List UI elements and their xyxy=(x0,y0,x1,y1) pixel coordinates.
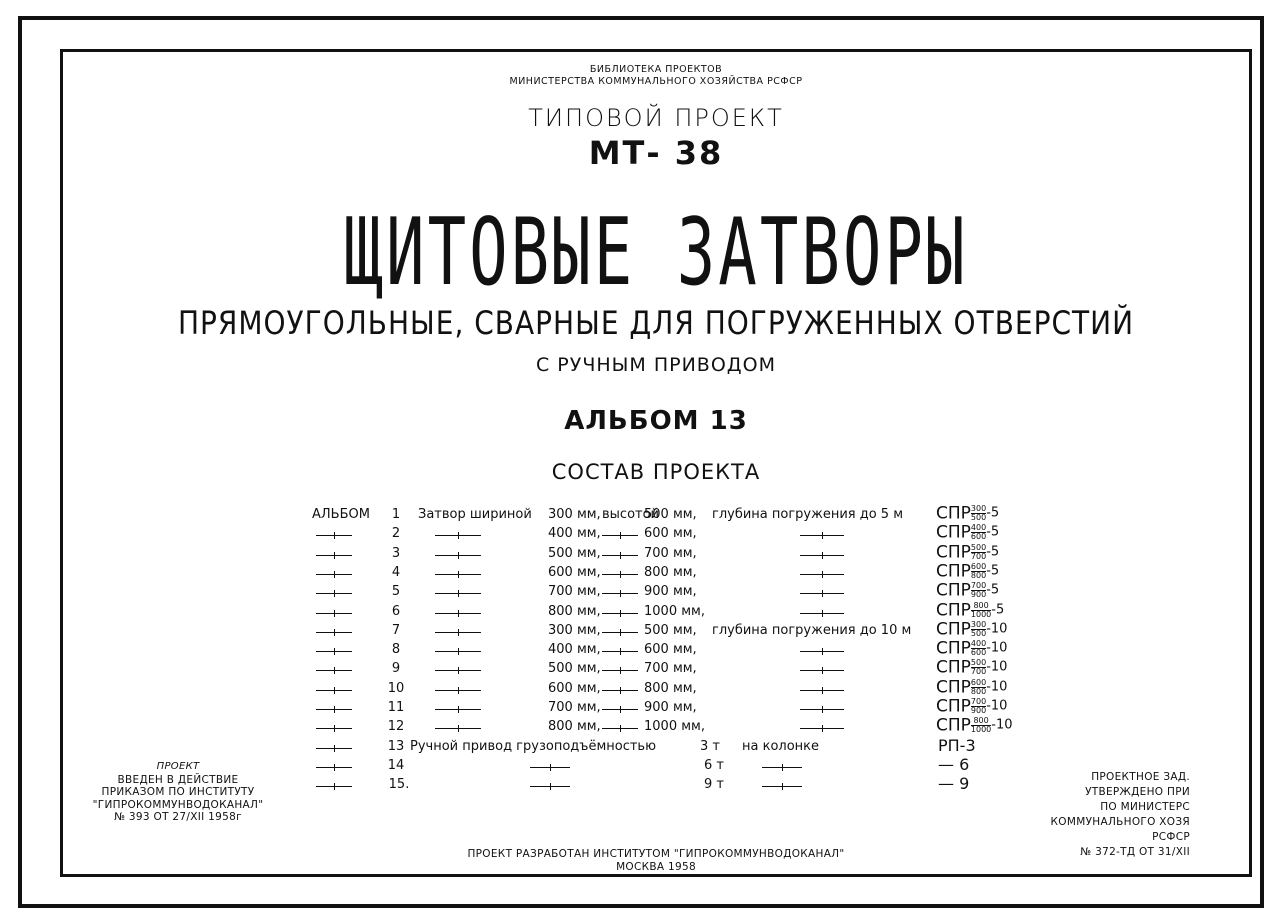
album-row-number: 13 xyxy=(387,738,405,754)
right-note-line: КОММУНАЛЬНОГО ХОЗЯ xyxy=(1050,816,1190,828)
album-row-number: 15. xyxy=(388,777,410,793)
right-note-line: ПРОЕКТНОЕ ЗАД. xyxy=(1091,771,1190,783)
ditto-dash xyxy=(316,690,352,691)
album-code xyxy=(936,582,999,599)
ditto-dash xyxy=(602,535,638,536)
code-fraction xyxy=(971,679,986,696)
album-row-number: 4 xyxy=(391,564,401,580)
right-note-line: УТВЕРЖДЕНО ПРИ xyxy=(1085,786,1190,798)
ditto-dash xyxy=(316,593,352,594)
album-code xyxy=(936,505,999,522)
ditto-dash xyxy=(435,728,481,729)
right-note-line: № 372-ТД ОТ 31/XII xyxy=(1080,846,1190,858)
ditto-dash xyxy=(602,690,638,691)
height-value: 900 мм, xyxy=(644,584,697,600)
width-value: 300 мм, xyxy=(548,507,601,522)
album-row-number: 6 xyxy=(391,603,401,619)
ditto-dash xyxy=(316,613,352,614)
code-fraction xyxy=(971,640,986,657)
ditto-dash xyxy=(435,690,481,691)
code-prefix: СПР xyxy=(936,503,971,524)
height-value: 700 мм, xyxy=(644,661,697,677)
width-value: 300 мм, xyxy=(548,622,601,638)
height-value: 800 мм, xyxy=(644,680,697,696)
code-depth: -10 xyxy=(986,621,1008,637)
fraction-denominator: 700 xyxy=(970,551,987,561)
height-value: 900 мм, xyxy=(644,700,697,715)
code-depth: -10 xyxy=(986,698,1008,714)
ditto-dash xyxy=(435,632,481,633)
right-note-line: ПО МИНИСТЕРС xyxy=(1100,801,1190,813)
drive-code: — 6 xyxy=(938,754,970,774)
depth-note: глубина погружения до 5 м xyxy=(712,507,904,522)
fraction-numerator: 300 xyxy=(970,504,987,513)
code-fraction xyxy=(971,659,986,676)
ditto-dash xyxy=(316,709,352,710)
fraction-numerator: 800 xyxy=(971,717,991,726)
height-value: 1000 мм, xyxy=(644,603,705,619)
height-value: 700 мм, xyxy=(644,545,697,561)
code-depth: -10 xyxy=(991,717,1013,733)
ditto-dash xyxy=(435,593,481,594)
ditto-dash xyxy=(316,535,352,536)
width-value: 700 мм, xyxy=(548,584,601,600)
footer-developer: ПРОЕКТ РАЗРАБОТАН ИНСТИТУТОМ "ГИПРОКОММУНВОДОКАНАЛ" xyxy=(467,848,845,860)
code-fraction xyxy=(971,563,986,580)
album-code xyxy=(936,659,1007,676)
album-code xyxy=(936,602,1004,619)
fraction-numerator: 700 xyxy=(970,581,987,591)
code-fraction xyxy=(971,717,991,734)
height-value: 1000 мм, xyxy=(644,719,705,735)
ditto-dash xyxy=(602,651,638,652)
album-code xyxy=(936,621,1007,638)
height-value: 600 мм, xyxy=(644,526,697,542)
on-column: на колонке xyxy=(742,738,820,754)
code-fraction xyxy=(971,602,991,619)
album-row-number: 2 xyxy=(391,526,401,542)
album-row-number: 10 xyxy=(387,680,405,696)
project-type: ТИПОВОЙ ПРОЕКТ xyxy=(528,104,784,132)
ditto-dash xyxy=(435,535,481,536)
ditto-dash xyxy=(316,574,352,575)
album-row-number: 1 xyxy=(391,507,401,522)
height-value: 600 мм, xyxy=(644,642,697,658)
album-code xyxy=(936,640,1007,657)
ditto-dash xyxy=(316,728,352,729)
ditto-dash xyxy=(800,593,844,594)
width-value: 700 мм, xyxy=(548,700,601,715)
ditto-dash xyxy=(435,574,481,575)
ditto-dash xyxy=(316,632,352,633)
ditto-dash xyxy=(602,555,638,556)
width-value: 600 мм, xyxy=(548,680,601,696)
capacity-value: 9 т xyxy=(704,777,724,793)
ditto-dash xyxy=(530,786,570,787)
fraction-denominator: 600 xyxy=(970,648,987,658)
ditto-dash xyxy=(762,767,802,768)
ditto-dash xyxy=(800,670,844,671)
ditto-dash xyxy=(316,767,352,768)
ditto-dash xyxy=(800,728,844,729)
fraction-denominator: 900 xyxy=(970,706,987,715)
right-approval-note xyxy=(1030,770,1190,860)
ditto-dash xyxy=(800,574,844,575)
ditto-dash xyxy=(316,555,352,556)
code-prefix: СПР xyxy=(936,542,971,563)
code-fraction xyxy=(971,544,986,561)
ditto-dash xyxy=(800,709,844,710)
code-prefix: СПР xyxy=(936,619,971,640)
code-prefix: СПР xyxy=(936,696,971,717)
album-code xyxy=(936,717,1013,734)
code-depth: -5 xyxy=(986,563,1000,579)
album-row-number: 14 xyxy=(387,757,405,773)
ditto-dash xyxy=(435,651,481,652)
fraction-denominator: 800 xyxy=(970,686,987,696)
width-value: 500 мм, xyxy=(548,661,601,677)
album-row-number: 5 xyxy=(391,584,401,600)
album-row-number: 11 xyxy=(387,700,405,715)
left-note-line: ПРИКАЗОМ ПО ИНСТИТУТУ xyxy=(101,786,255,798)
project-code: МТ- 38 xyxy=(588,134,724,172)
ditto-dash xyxy=(316,651,352,652)
drive-description: Ручной привод грузоподъёмностью xyxy=(410,738,657,754)
album-code xyxy=(936,563,999,580)
library-line-2: МИНИСТЕРСТВА КОММУНАЛЬНОГО ХОЗЯЙСТВА РСФСР xyxy=(509,76,803,87)
first-description: Затвор шириной xyxy=(418,507,532,522)
ditto-dash xyxy=(800,555,844,556)
footer-city-year: МОСКВА 1958 xyxy=(616,861,696,873)
depth-note: глубина погружения до 10 м xyxy=(712,622,912,638)
height-value: 500 мм, xyxy=(644,507,697,522)
fraction-denominator: 900 xyxy=(970,590,987,600)
subtitle-2: С РУЧНЫМ ПРИВОДОМ xyxy=(536,354,776,376)
ditto-dash xyxy=(435,555,481,556)
album-code xyxy=(936,698,1007,715)
code-prefix: СПР xyxy=(936,580,971,601)
library-line-1: БИБЛИОТЕКА ПРОЕКТОВ xyxy=(589,64,723,75)
code-fraction xyxy=(971,505,986,522)
code-fraction xyxy=(971,582,986,599)
fraction-numerator: 600 xyxy=(970,677,987,687)
album-code xyxy=(936,544,999,561)
ditto-dash xyxy=(316,670,352,671)
album-number: АЛЬБОМ 13 xyxy=(564,406,748,436)
fraction-numerator: 600 xyxy=(970,561,987,571)
ditto-dash xyxy=(435,709,481,710)
code-fraction xyxy=(971,698,986,715)
code-depth: -5 xyxy=(986,505,1000,521)
subtitle-1: ПРЯМОУГОЛЬНЫЕ, СВАРНЫЕ ДЛЯ ПОГРУЖЕННЫХ ОТВЕРСТИЙ xyxy=(177,304,1135,342)
width-value: 400 мм, xyxy=(548,526,601,542)
code-depth: -5 xyxy=(986,582,1000,598)
code-depth: -5 xyxy=(986,544,1000,560)
ditto-dash xyxy=(602,670,638,671)
album-row-number: 3 xyxy=(391,545,401,561)
fraction-numerator: 500 xyxy=(970,542,987,552)
code-prefix: СПР xyxy=(936,561,971,582)
fraction-numerator: 400 xyxy=(970,639,987,649)
left-enactment-note xyxy=(62,761,294,824)
composition-heading: СОСТАВ ПРОЕКТА xyxy=(551,460,761,484)
fraction-numerator: 500 xyxy=(970,658,987,668)
left-note-line: "ГИПРОКОММУНВОДОКАНАЛ" xyxy=(92,798,264,811)
fraction-numerator: 300 xyxy=(970,619,987,629)
code-prefix: СПР xyxy=(936,677,971,698)
album-code xyxy=(936,679,1007,696)
code-prefix: СПР xyxy=(936,522,971,543)
code-prefix: СПР xyxy=(936,657,971,678)
album-row-number: 9 xyxy=(391,661,401,677)
fraction-denominator: 700 xyxy=(970,667,987,677)
ditto-dash xyxy=(316,748,352,749)
capacity-value: 3 т xyxy=(700,738,720,754)
width-value: 400 мм, xyxy=(548,642,601,658)
ditto-dash xyxy=(602,574,638,575)
ditto-dash xyxy=(800,535,844,536)
fraction-numerator: 700 xyxy=(970,697,987,706)
width-value: 600 мм, xyxy=(548,564,601,580)
ditto-dash xyxy=(602,709,638,710)
fraction-denominator: 1000 xyxy=(970,609,992,619)
left-note-line: ПРОЕКТ xyxy=(156,761,200,772)
ditto-dash xyxy=(316,786,352,787)
fraction-denominator: 800 xyxy=(970,570,987,580)
drive-code: — 9 xyxy=(938,774,970,794)
ditto-dash xyxy=(602,632,638,633)
width-value: 500 мм, xyxy=(548,545,601,561)
ditto-dash xyxy=(530,767,570,768)
width-value: 800 мм, xyxy=(548,603,601,619)
code-depth: -5 xyxy=(986,524,1000,540)
code-depth: -5 xyxy=(991,602,1005,617)
library-header xyxy=(60,64,1252,88)
height-word: высотой xyxy=(602,507,660,522)
album-row-number: 12 xyxy=(387,719,405,735)
code-fraction xyxy=(971,621,986,638)
fraction-denominator: 500 xyxy=(970,628,987,638)
height-value: 800 мм, xyxy=(644,564,697,580)
fraction-denominator: 500 xyxy=(970,513,987,522)
width-value: 800 мм, xyxy=(548,719,601,735)
code-depth: -10 xyxy=(986,679,1008,695)
left-note-line: ВВЕДЕН В ДЕЙСТВИЕ xyxy=(117,773,239,786)
code-prefix: СПР xyxy=(936,600,971,620)
code-depth: -10 xyxy=(986,659,1008,675)
ditto-dash xyxy=(435,670,481,671)
code-depth: -10 xyxy=(986,640,1008,656)
right-note-line: РСФСР xyxy=(1152,831,1190,843)
height-value: 500 мм, xyxy=(644,622,697,638)
code-prefix: СПР xyxy=(936,715,971,736)
left-note-line: № 393 ОТ 27/XII 1958г xyxy=(114,811,242,823)
ditto-dash xyxy=(762,786,802,787)
code-fraction xyxy=(971,524,986,541)
fraction-numerator: 800 xyxy=(971,602,991,611)
ditto-dash xyxy=(800,690,844,691)
ditto-dash xyxy=(435,613,481,614)
ditto-dash xyxy=(800,651,844,652)
album-row-number: 7 xyxy=(391,622,401,638)
main-title: ЩИТОВЫЕ ЗАТВОРЫ xyxy=(344,200,968,308)
ditto-dash xyxy=(602,728,638,729)
drive-code: РП-3 xyxy=(938,735,976,755)
fraction-numerator: 400 xyxy=(970,523,987,533)
code-prefix: СПР xyxy=(936,638,971,659)
ditto-dash xyxy=(800,613,844,614)
fraction-denominator: 1000 xyxy=(970,725,992,735)
album-code xyxy=(936,524,999,541)
ditto-dash xyxy=(602,593,638,594)
fraction-denominator: 600 xyxy=(970,532,987,542)
ditto-dash xyxy=(602,613,638,614)
album-word: АЛЬБОМ xyxy=(312,507,370,522)
capacity-value: 6 т xyxy=(704,757,724,773)
album-row-number: 8 xyxy=(391,642,401,658)
